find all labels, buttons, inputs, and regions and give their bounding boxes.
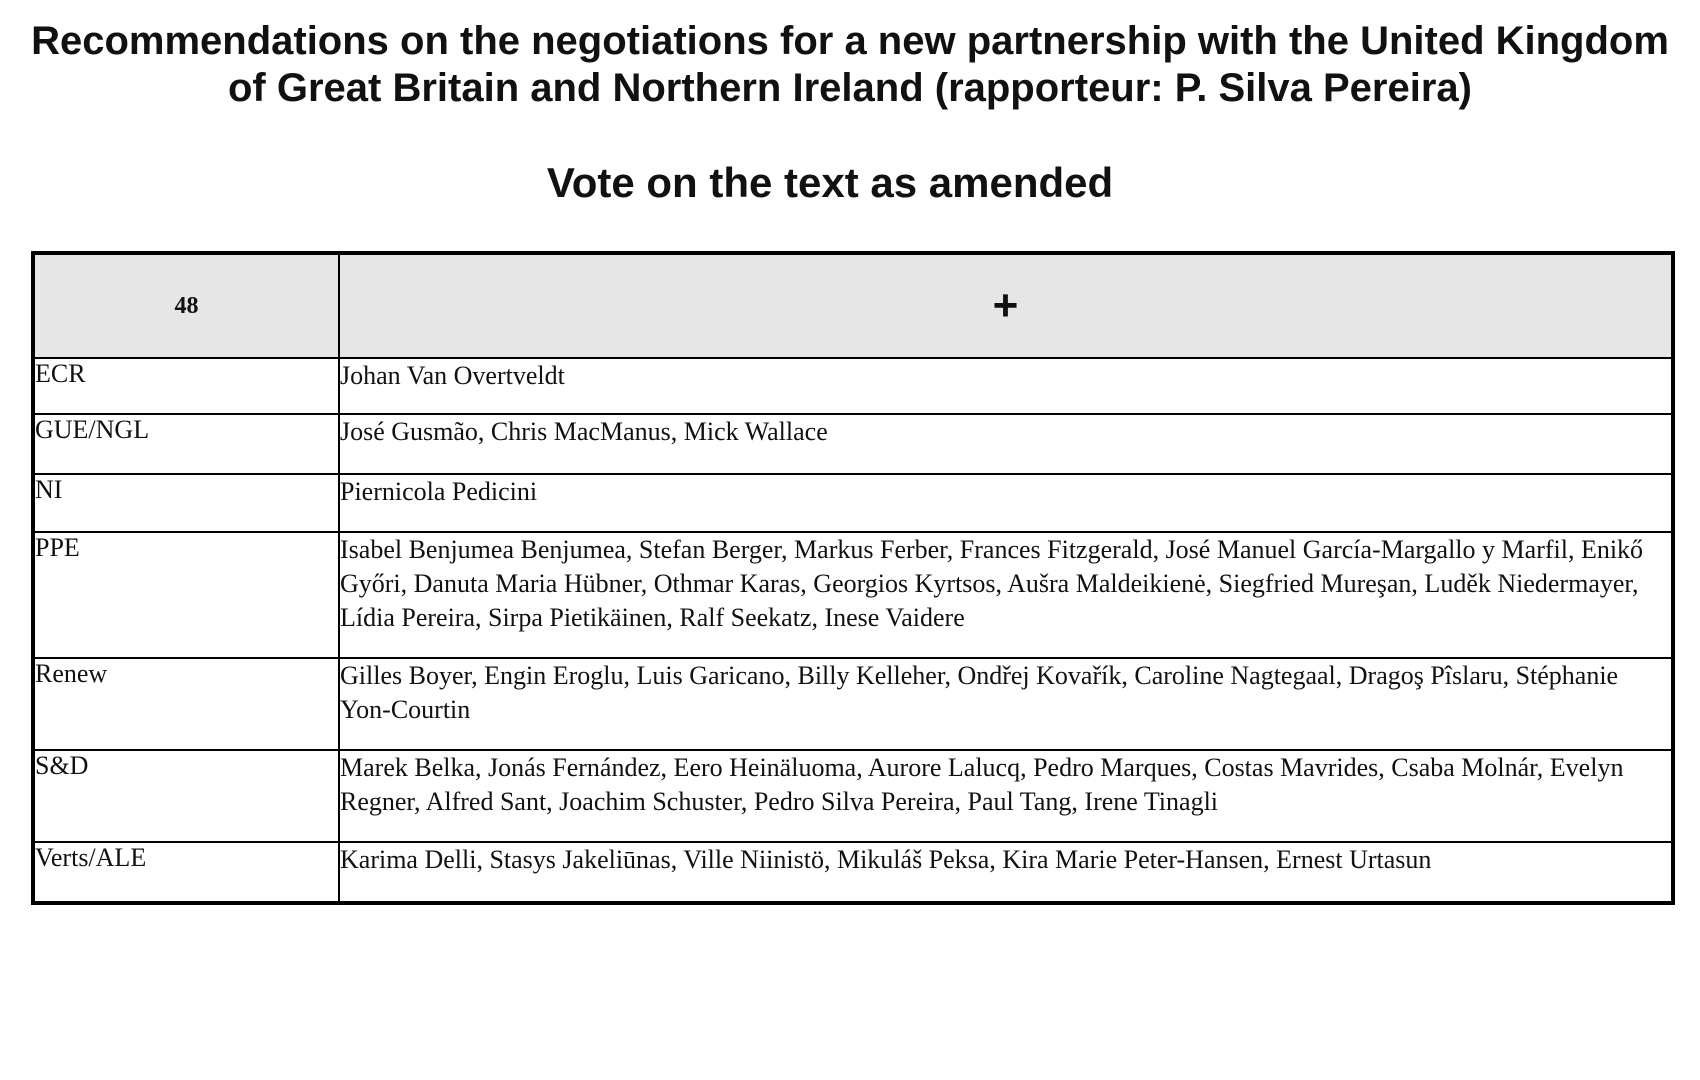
table-row bbox=[33, 532, 1673, 658]
group-name: GUE/NGL bbox=[33, 414, 339, 474]
member-list: Piernicola Pedicini bbox=[339, 474, 1673, 532]
group-name: Verts/ALE bbox=[33, 842, 339, 903]
table-row bbox=[33, 474, 1673, 532]
table-row bbox=[33, 358, 1673, 414]
group-name: ECR bbox=[33, 358, 339, 414]
document-title: Recommendations on the negotiations for a new partnership with the United Kingdom of Great Britain and Northern Ireland (rapporteur: P. Silva Pereira) bbox=[31, 19, 1669, 110]
table-row bbox=[33, 414, 1673, 474]
member-list: Karima Delli, Stasys Jakeliūnas, Ville Niinistö, Mikuláš Peksa, Kira Marie Peter-Hansen, Ernest Urtasun bbox=[339, 842, 1673, 903]
table-row bbox=[33, 658, 1673, 750]
table-header-row bbox=[33, 253, 1673, 358]
member-list: Gilles Boyer, Engin Eroglu, Luis Garicano, Billy Kelleher, Ondřej Kovařík, Caroline Nagtegaal, Dragoş Pîslaru, Stéphanie Yon-Courtin bbox=[339, 658, 1673, 750]
vote-table bbox=[31, 251, 1675, 905]
group-name: NI bbox=[33, 474, 339, 532]
document-subtitle: Vote on the text as amended bbox=[546, 159, 1114, 206]
group-name: Renew bbox=[33, 658, 339, 750]
member-list: Johan Van Overtveldt bbox=[339, 358, 1673, 414]
group-name: PPE bbox=[33, 532, 339, 658]
member-list: José Gusmão, Chris MacManus, Mick Wallace bbox=[339, 414, 1673, 474]
table-row bbox=[33, 842, 1673, 903]
table-row bbox=[33, 750, 1673, 842]
member-list: Isabel Benjumea Benjumea, Stefan Berger, Markus Ferber, Frances Fitzgerald, José Manuel García-Margallo y Marfil, Enikő Győri, Danuta Maria Hübner, Othmar Karas, Georgios Kyrtsos, Aušra Maldeikienė, Siegfried Mureşan, Luděk Niedermayer, Lídia Pereira, Sirpa Pietikäinen, Ralf Seekatz, Inese Vaidere bbox=[339, 532, 1673, 658]
vote-symbol: + bbox=[339, 253, 1673, 358]
member-list: Marek Belka, Jonás Fernández, Eero Heinäluoma, Aurore Lalucq, Pedro Marques, Costas Mavrides, Csaba Molnár, Evelyn Regner, Alfred Sant, Joachim Schuster, Pedro Silva Pereira, Paul Tang, Irene Tinagli bbox=[339, 750, 1673, 842]
group-name: S&D bbox=[33, 750, 339, 842]
vote-count: 48 bbox=[33, 253, 339, 358]
